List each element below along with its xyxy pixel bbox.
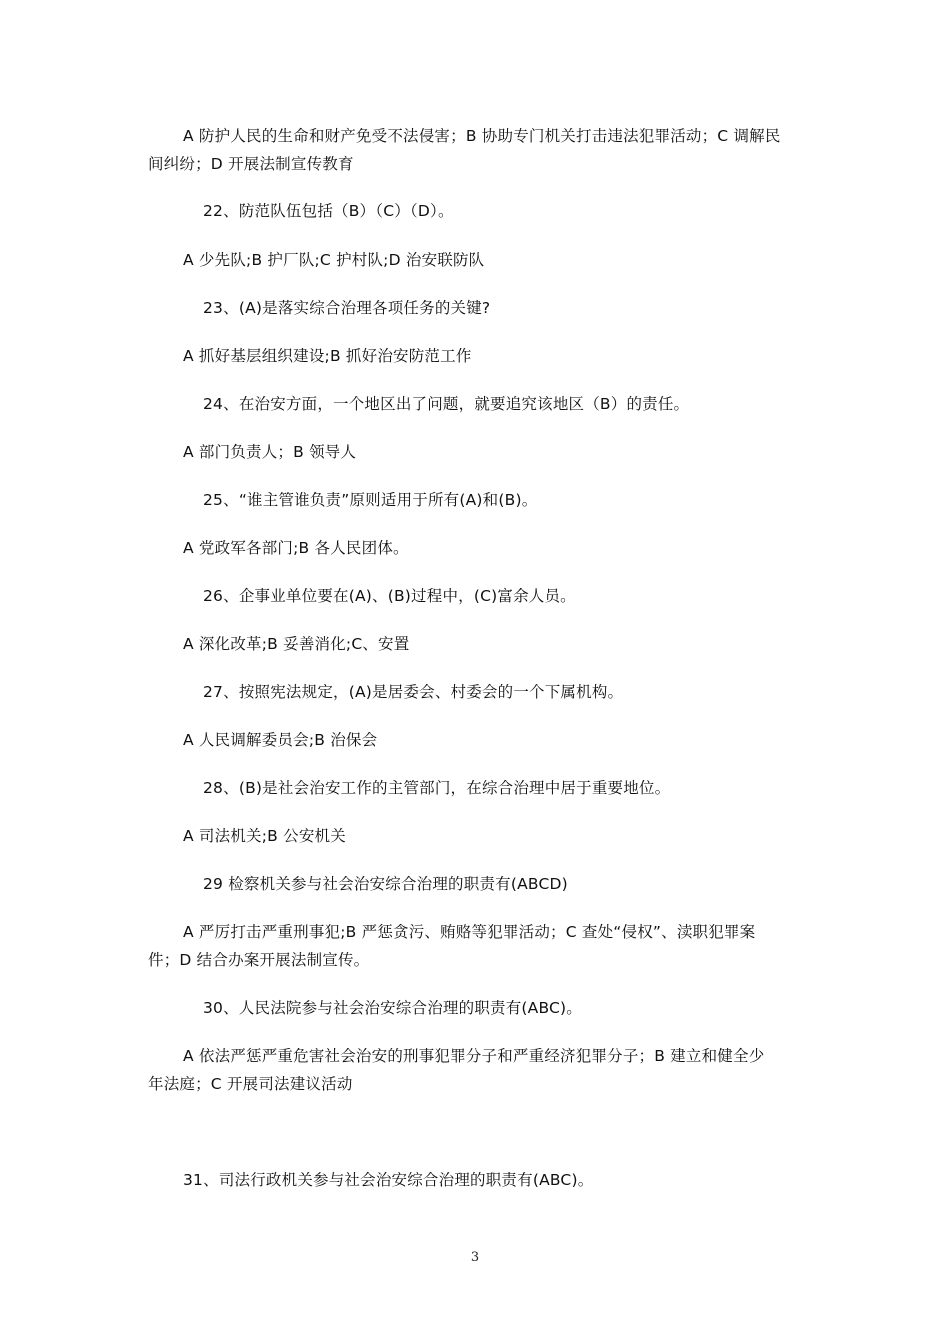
- question-22: 22、防范队伍包括（B）（C）（D）。: [203, 202, 454, 220]
- answer-28: A 司法机关;B 公安机关: [183, 827, 346, 845]
- answer-30-part2: 年法庭；C 开展司法建议活动: [148, 1075, 353, 1093]
- answer-22: A 少先队;B 护厂队;C 护村队;D 治安联防队: [183, 251, 485, 269]
- answer-23: A 抓好基层组织建设;B 抓好治安防范工作: [183, 347, 472, 365]
- question-28: 28、(B)是社会治安工作的主管部门，在综合治理中居于重要地位。: [203, 779, 671, 797]
- question-31: 31、司法行政机关参与社会治安综合治理的职责有(ABC)。: [183, 1171, 594, 1189]
- answer-line-21-part2: 间纠纷；D 开展法制宣传教育: [148, 155, 354, 173]
- question-24: 24、在治安方面，一个地区出了问题，就要追究该地区（B）的责任。: [203, 395, 690, 413]
- question-23: 23、(A)是落实综合治理各项任务的关键?: [203, 299, 491, 317]
- answer-26: A 深化改革;B 妥善消化;C、安置: [183, 635, 410, 653]
- question-27: 27、按照宪法规定，(A)是居委会、村委会的一个下属机构。: [203, 683, 624, 701]
- question-29: 29 检察机关参与社会治安综合治理的职责有(ABCD): [203, 875, 568, 893]
- answer-29-part1: A 严厉打击严重刑事犯;B 严惩贪污、贿赂等犯罪活动；C 查处“侵权”、渎职犯罪案: [183, 923, 756, 941]
- page-number: 3: [470, 1250, 480, 1265]
- question-26: 26、企事业单位要在(A)、(B)过程中，(C)富余人员。: [203, 587, 576, 605]
- answer-24: A 部门负责人；B 领导人: [183, 443, 357, 461]
- answer-29-part2: 件；D 结合办案开展法制宣传。: [148, 951, 370, 969]
- answer-30-part1: A 依法严惩严重危害社会治安的刑事犯罪分子和严重经济犯罪分子；B 建立和健全少: [183, 1047, 765, 1065]
- answer-line-21-part1: A 防护人民的生命和财产免受不法侵害；B 协助专门机关打击违法犯罪活动；C 调解民: [183, 127, 781, 145]
- answer-25: A 党政军各部门;B 各人民团体。: [183, 539, 409, 557]
- question-25: 25、“谁主管谁负责”原则适用于所有(A)和(B)。: [203, 491, 538, 509]
- question-30: 30、人民法院参与社会治安综合治理的职责有(ABC)。: [203, 999, 583, 1017]
- answer-27: A 人民调解委员会;B 治保会: [183, 731, 378, 749]
